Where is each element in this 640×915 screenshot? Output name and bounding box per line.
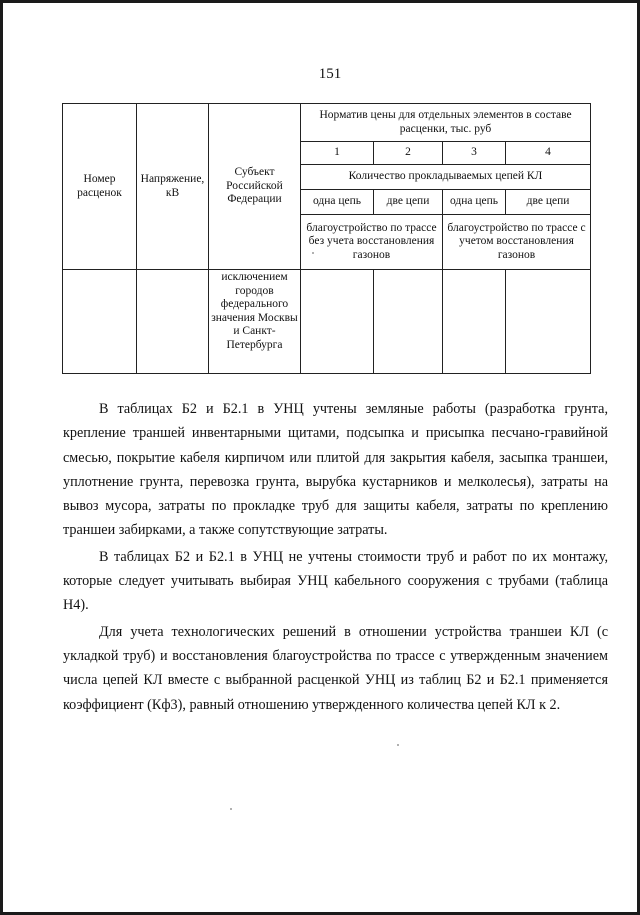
header-circuit-type-2: две цепи: [374, 190, 443, 215]
header-improvement-with-lawns: благоустройство по трассе с учетом восстановления газонов: [443, 215, 591, 270]
scan-border-top: [0, 0, 640, 3]
scan-speck: [230, 808, 232, 810]
header-improvement-without-lawns: благоустройство по трассе без учета восстановления газонов: [301, 215, 443, 270]
cell-subject: исключением городов федерального значения Москвы и Санкт-Петербурга: [209, 270, 301, 374]
cell-rate-number: [63, 270, 137, 374]
header-index-1: 1: [301, 142, 374, 165]
cell-voltage: [137, 270, 209, 374]
scan-border-left: [0, 0, 3, 915]
body-text: [63, 397, 608, 717]
header-subject: Субъект Российской Федерации: [209, 104, 301, 270]
cell-value-1: [301, 270, 374, 374]
header-rate-number: Номер расценок: [63, 104, 137, 270]
cell-value-2: [374, 270, 443, 374]
cell-value-3: [443, 270, 506, 374]
scan-speck: [312, 252, 314, 254]
scan-speck: [397, 744, 399, 746]
header-circuit-type-4: две цепи: [506, 190, 591, 215]
header-index-3: 3: [443, 142, 506, 165]
page-number: 151: [318, 66, 342, 82]
header-index-2: 2: [374, 142, 443, 165]
price-norm-table: [62, 103, 591, 374]
header-circuits-count: Количество прокладываемых цепей КЛ: [301, 165, 591, 190]
header-circuit-type-1: одна цепь: [301, 190, 374, 215]
paragraph-coefficient: Для учета технологических решений в отношении устройства траншеи КЛ (с укладкой труб) и восстановления благоустройства по трассе с утвержденным значением числа цепей КЛ вместе с выбранной расценкой УНЦ из таблиц Б2 и Б2.1 применяется коэффициент (Кф3), равный отношению утвержденного количества цепей КЛ к 2.: [63, 623, 608, 713]
header-price-norm: Норматив цены для отдельных элементов в составе расценки, тыс. руб: [301, 104, 591, 142]
paragraph-pipes-not-included: В таблицах Б2 и Б2.1 в УНЦ не учтены стоимости труб и работ по их монтажу, которые следует учитывать выбирая УНЦ кабельного сооружения с трубами (таблица Н4).: [63, 548, 608, 614]
paragraph-earthworks: В таблицах Б2 и Б2.1 в УНЦ учтены земляные работы (разработка грунта, крепление траншей инвентарными щитами, подсыпка и присыпка песчано-гравийной смесью, покрытие кабеля кирпичом или плитой для закрытия кабеля, засыпка траншеи, уплотнение грунта, перевозка грунта, вырубка кустарников и мелколесья), затраты на вывоз мусора, затраты по прокладке труб для защиты кабеля, затраты по креплению траншеи забирками, а также сопутствующие затраты.: [63, 401, 608, 539]
table-row: [63, 270, 591, 374]
cell-value-4: [506, 270, 591, 374]
header-index-4: 4: [506, 142, 591, 165]
header-circuit-type-3: одна цепь: [443, 190, 506, 215]
header-voltage: Напряжение, кВ: [137, 104, 209, 270]
